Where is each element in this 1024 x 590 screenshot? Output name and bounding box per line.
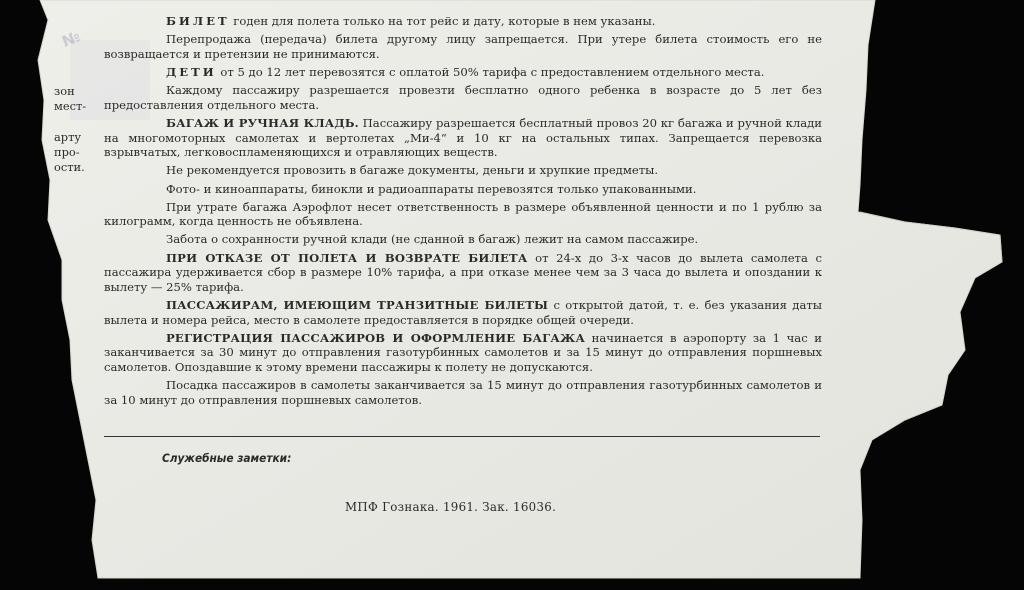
rule-text: с открытой датой, т. е. без указания даты вылета и номера рейса, место в самолете предоставляется в порядке общей очереди.: [104, 298, 822, 327]
rule-cameras: Фото- и киноаппараты, бинокли и радиоаппараты перевозятся только упакованными.: [166, 181, 697, 196]
rule-resale: Перепродажа (передача) билета другому лицу запрещается. При утере билета стоимость его не возвращается и претензии не принимаются.: [104, 32, 822, 61]
divider-line: [104, 436, 820, 437]
faded-stamp: №: [59, 27, 83, 51]
rule-heading: БАГАЖ И РУЧНАЯ КЛАДЬ.: [166, 115, 359, 130]
rule-text: от 5 до 12 лет перевозятся с оплатой 50% тарифа с предоставлением отдельного места.: [216, 64, 765, 79]
rule-ticket-validity: [104, 14, 822, 29]
service-notes-label: Служебные заметки:: [162, 451, 292, 465]
stub-line: про-: [54, 144, 80, 159]
rule-transit: [104, 298, 822, 327]
rule-heading: ДЕТИ: [166, 64, 217, 79]
rule-heading: ПАССАЖИРАМ, ИМЕЮЩИМ ТРАНЗИТНЫЕ БИЛЕТЫ: [166, 298, 549, 313]
rule-infant: Каждому пассажиру разрешается провезти бесплатно одного ребенка в возрасте до 5 лет без предоставления отдельного места.: [104, 83, 822, 112]
rule-heading: РЕГИСТРАЦИЯ ПАССАЖИРОВ И ОФОРМЛЕНИЕ БАГАЖА: [166, 330, 586, 345]
rule-check-in: [104, 331, 822, 375]
rule-text: начинается в аэропорту за 1 час и заканчивается за 30 минут до отправления газотурбинных самолетов и за 15 минут до отправления поршневых самолетов. Опоздавшие к этому времени пассажиры к полету не допускаются.: [104, 330, 822, 374]
rule-children: [104, 65, 822, 80]
stub-line: зон: [54, 84, 75, 98]
stub-line: ости.: [54, 160, 85, 175]
rule-baggage-loss: При утрате багажа Аэрофлот несет ответственность в размере объявленной ценности и по 1 рублю за килограмм, когда ценность не объявлена.: [104, 199, 822, 229]
ticket-rules: [104, 14, 822, 411]
stub-line: [54, 114, 102, 129]
rule-hand-luggage: Забота о сохранности ручной клади (не сданной в багаж) лежит на самом пассажире.: [166, 232, 699, 247]
rule-text: от 24-х до 3-х часов до вылета самолета с пассажира удерживается сбор в размере 10% тарифа, а при отказе менее чем за 3 часа до вылета и опоздании к вылету — 25% тарифа.: [104, 250, 822, 294]
rule-heading: ПРИ ОТКАЗЕ ОТ ПОЛЕТА И ВОЗВРАТЕ БИЛЕТА: [166, 250, 528, 265]
rule-refund: [104, 251, 822, 295]
rule-valuables: Не рекомендуется провозить в багаже документы, деньги и хрупкие предметы.: [166, 163, 659, 178]
rule-baggage: [104, 116, 822, 160]
stub-line: мест-: [54, 99, 87, 114]
rule-heading: БИЛЕТ: [166, 14, 230, 28]
stub-line: арту: [54, 129, 82, 144]
ticket-stub-fragment: [54, 84, 102, 175]
rule-text: Пассажиру разрешается бесплатный провоз 20 кг багажа и ручной клади на многомоторных самолетах и вертолетах „Ми-4“ и 10 кг на остальных типах. Запрещается перевозка взрывчатых, легковоспламеняющихся и отравляющих веществ.: [104, 115, 822, 160]
printer-imprint: МПФ Гознака. 1961. Зак. 16036.: [345, 500, 557, 514]
rule-boarding: Посадка пассажиров в самолеты заканчивается за 15 минут до отправления газотурбинных самолетов и за 10 минут до отправления поршневых самолетов.: [104, 378, 822, 407]
rule-text: годен для полета только на тот рейс и дату, которые в нем указаны.: [229, 14, 656, 28]
